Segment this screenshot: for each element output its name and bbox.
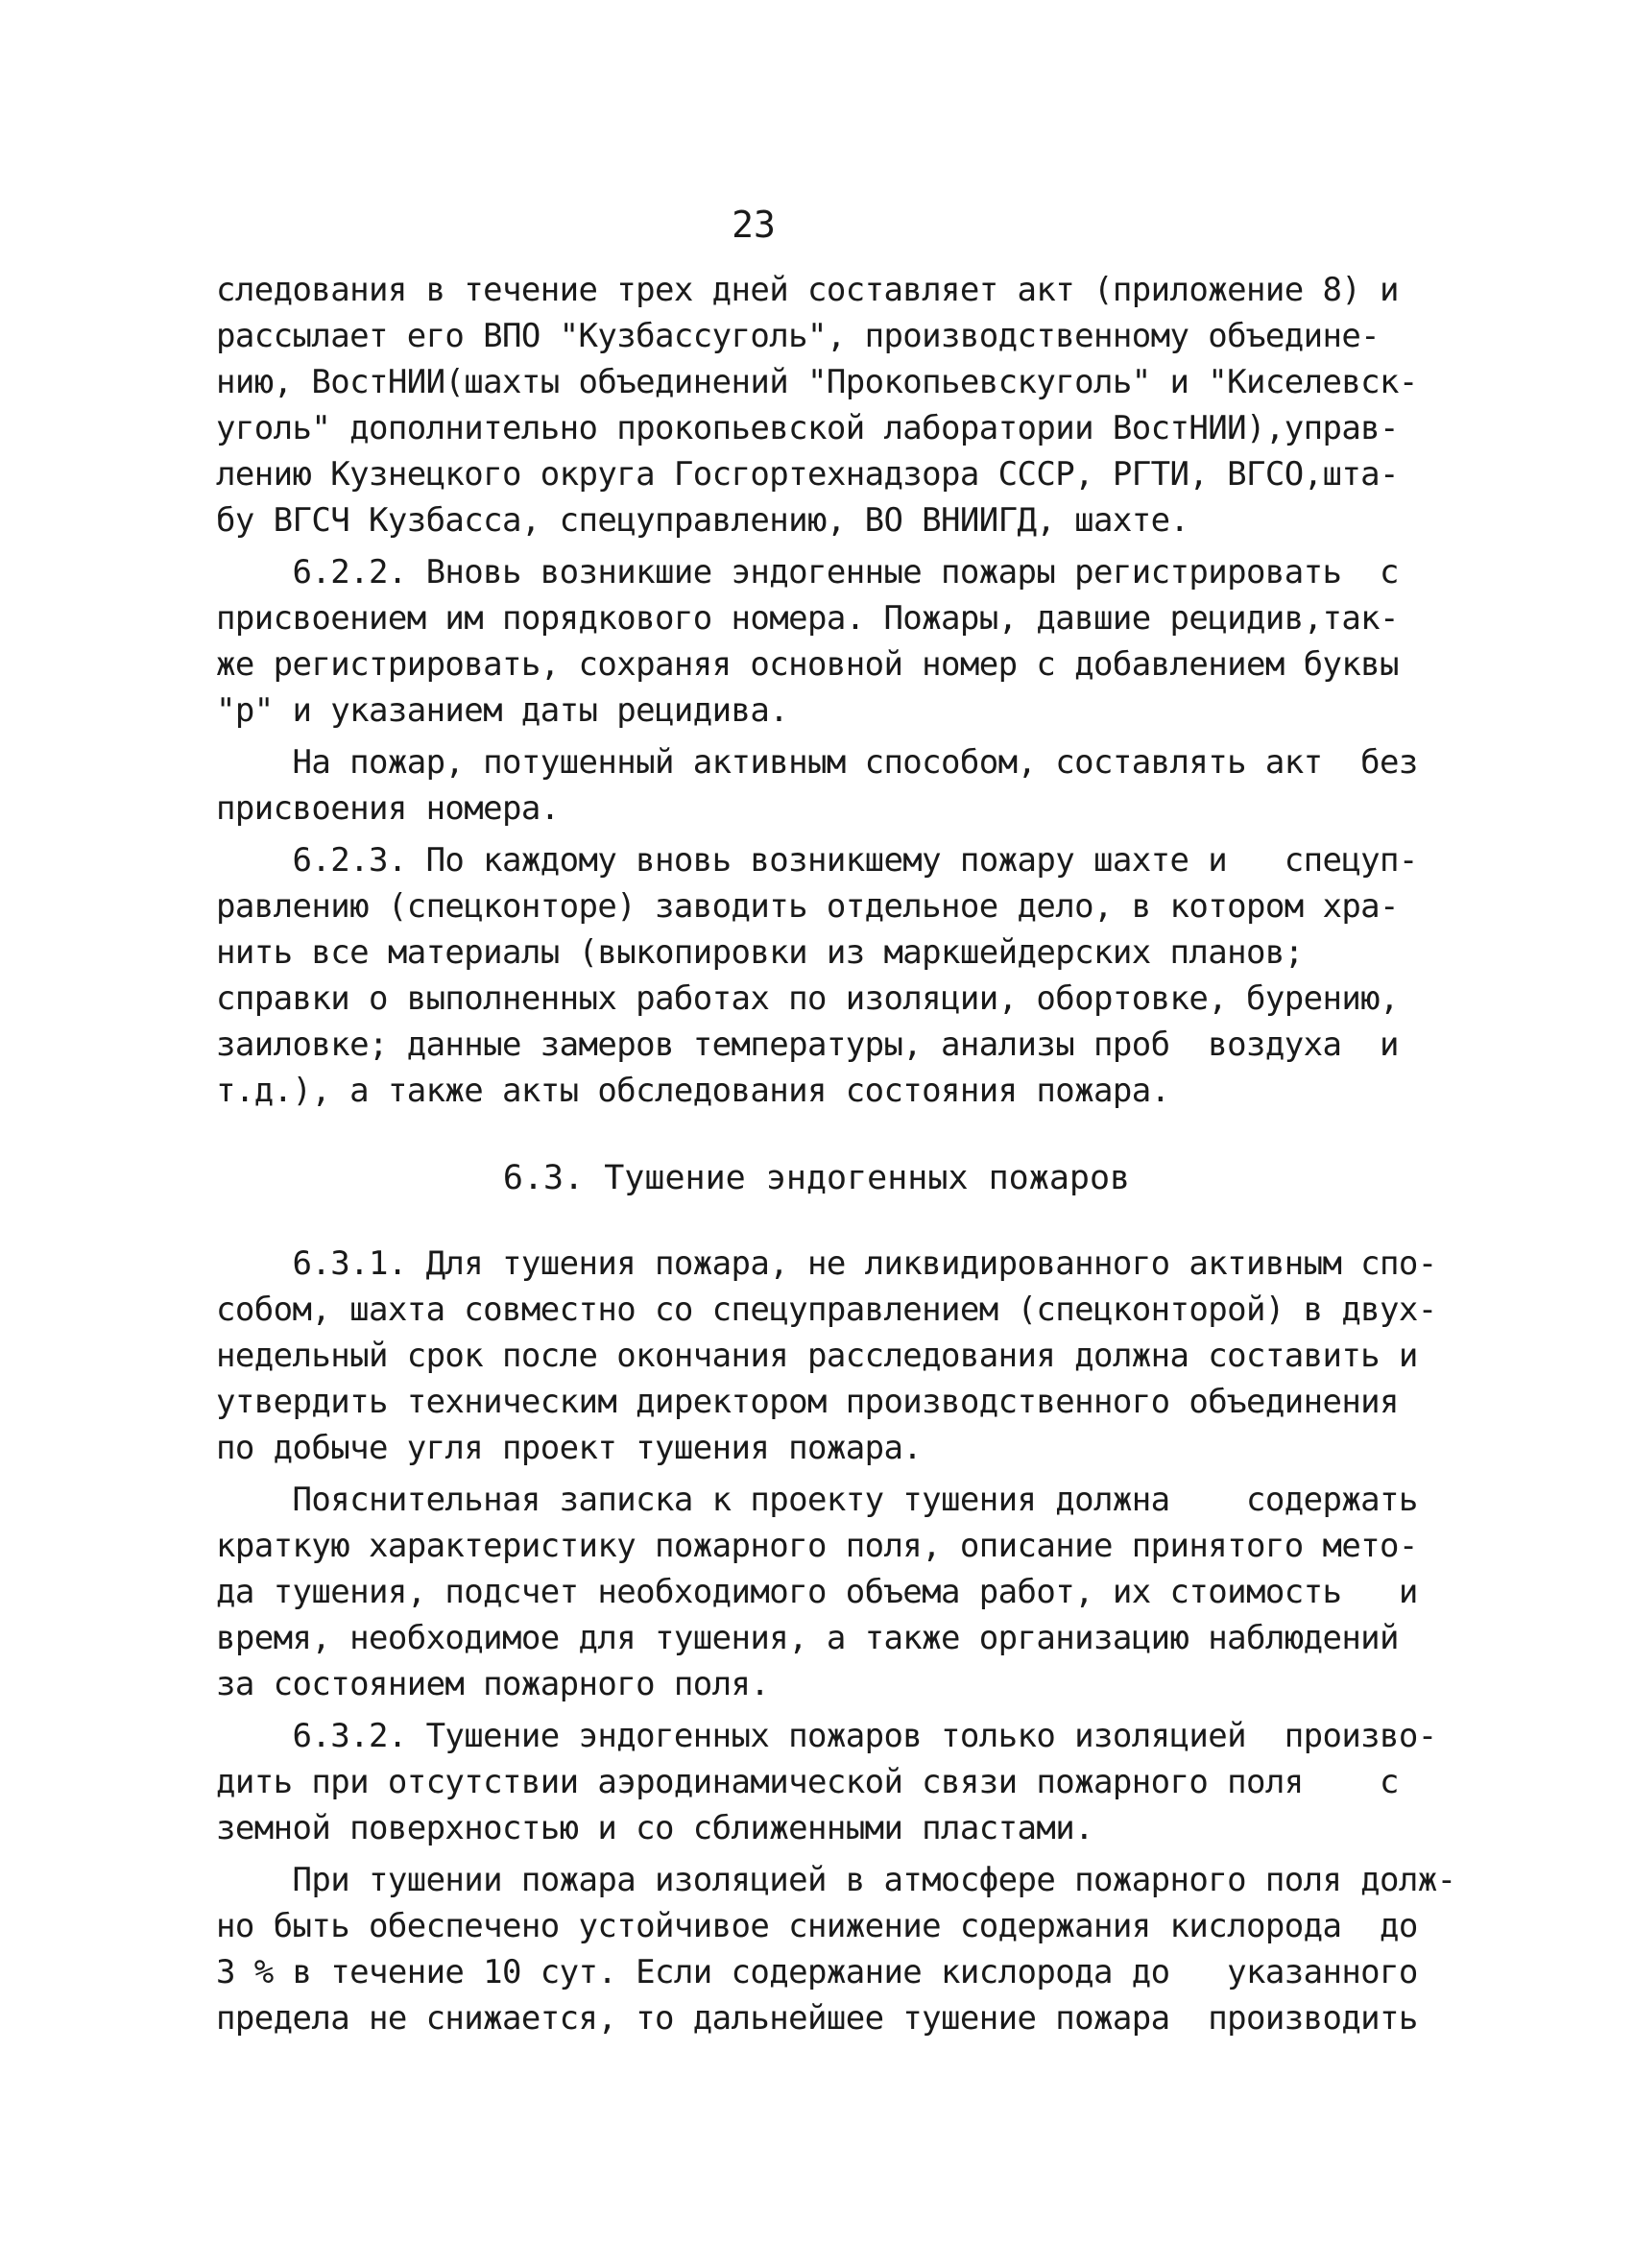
text-line: Пояснительная записка к проекту тушения должна содержать <box>216 1481 1418 1519</box>
text-line: утвердить техническим директором производственного объединения <box>216 1383 1399 1421</box>
text-line: по добыче угля проект тушения пожара. <box>216 1429 923 1467</box>
text-line: время, необходимое для тушения, а также организацию наблюдений <box>216 1619 1399 1657</box>
text-line: же регистрировать, сохраняя основной номер с добавлением буквы <box>216 645 1399 684</box>
text-line: 3 % в течение 10 сут. Если содержание кислорода до указанного <box>216 1953 1418 1991</box>
text-line: справки о выполненных работах по изоляции, обортовке, бурению, <box>216 979 1399 1018</box>
text-line: предела не снижается, то дальнейшее тушение пожара производить <box>216 1999 1418 2038</box>
text-line: за состоянием пожарного поля. <box>216 1665 770 1703</box>
text-line: нию, ВостНИИ(шахты объединений "Прокопьевскуголь" и "Киселевск- <box>216 363 1418 401</box>
text-line: 6.2.2. Вновь возникшие эндогенные пожары регистрировать с <box>216 553 1399 591</box>
page-number: 23 <box>732 204 776 246</box>
section-heading: 6.3. Тушение эндогенных пожаров <box>502 1159 1131 1197</box>
text-line: 6.3.1. Для тушения пожара, не ликвидированного активным спо- <box>216 1244 1437 1283</box>
text-line: рассылает его ВПО "Кузбассуголь", производственному объедине- <box>216 317 1381 355</box>
text-line: На пожар, потушенный активным способом, составлять акт без <box>216 743 1418 782</box>
text-line: 6.2.3. По каждому вновь возникшему пожару шахте и спецуп- <box>216 841 1418 880</box>
text-line: т.д.), а также акты обследования состояния пожара. <box>216 1072 1170 1110</box>
text-line: 6.3.2. Тушение эндогенных пожаров только изоляцией произво- <box>216 1717 1437 1755</box>
text-line: бу ВГСЧ Кузбасса, спецуправлению, ВО ВНИИГД, шахте. <box>216 501 1189 540</box>
text-line: земной поверхностью и со сближенными пластами. <box>216 1809 1094 1847</box>
text-line: следования в течение трех дней составляет акт (приложение 8) и <box>216 271 1399 309</box>
text-line: дить при отсутствии аэродинамической связи пожарного поля с <box>216 1763 1399 1801</box>
text-line: заиловке; данные замеров температуры, анализы проб воздуха и <box>216 1025 1399 1064</box>
text-line: уголь" дополнительно прокопьевской лаборатории ВостНИИ),управ- <box>216 409 1399 447</box>
text-line: равлению (спецконторе) заводить отдельное дело, в котором хра- <box>216 887 1399 926</box>
text-line: да тушения, подсчет необходимого объема работ, их стоимость и <box>216 1573 1418 1611</box>
text-line: нить все материалы (выкопировки из маркшейдерских планов; <box>216 933 1304 972</box>
text-line: присвоением им порядкового номера. Пожары, давшие рецидив,так- <box>216 599 1399 638</box>
text-line: При тушении пожара изоляцией в атмосфере пожарного поля долж- <box>216 1861 1456 1899</box>
text-line: собом, шахта совместно со спецуправлением (спецконторой) в двух- <box>216 1291 1437 1329</box>
text-line: "р" и указанием даты рецидива. <box>216 691 789 730</box>
text-line: но быть обеспечено устойчивое снижение содержания кислорода до <box>216 1907 1418 1945</box>
text-line: присвоения номера. <box>216 789 560 828</box>
text-line: краткую характеристику пожарного поля, описание принятого мето- <box>216 1527 1418 1565</box>
text-line: лению Кузнецкого округа Госгортехнадзора СССР, РГТИ, ВГСО,шта- <box>216 455 1399 494</box>
text-line: недельный срок после окончания расследования должна составить и <box>216 1337 1418 1375</box>
